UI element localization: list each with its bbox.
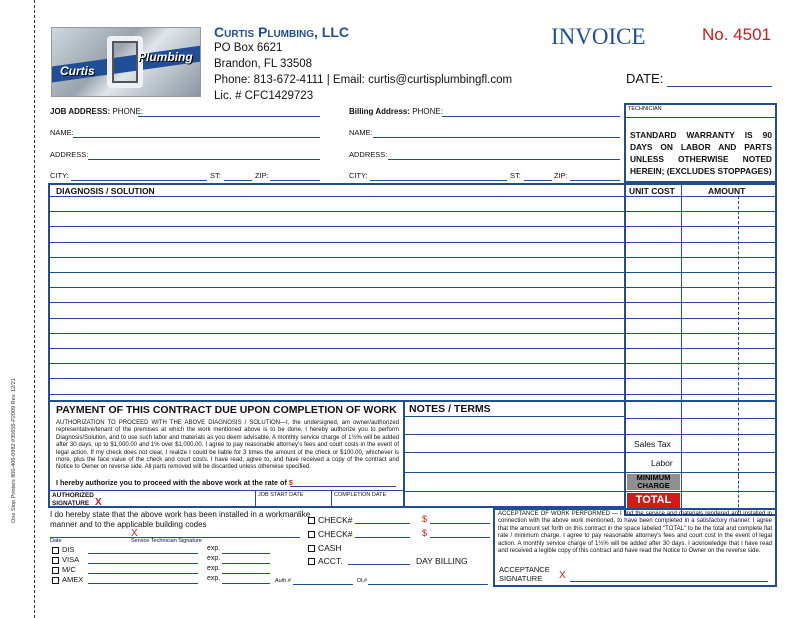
diagnosis-row[interactable] [50,303,622,316]
job-address-label: JOB ADDRESS: PHONE: [50,107,144,116]
diagnosis-row[interactable] [50,364,622,377]
acct-option[interactable]: ACCT. [308,556,343,566]
diagnosis-row[interactable] [50,334,622,347]
card-label: DIS [62,545,75,554]
billing-address-label: Billing Address: PHONE: [349,107,443,116]
payment-title: PAYMENT OF THIS CONTRACT DUE UPON COMPLETION OF WORK [56,404,397,416]
card-number-field[interactable] [88,563,198,564]
card-exp-label: exp. [207,575,221,582]
technician-label: TECHNICIAN [628,106,662,112]
check2-dollar: $ [422,528,428,538]
diagnosis-row[interactable] [50,212,622,225]
job-city-field[interactable] [71,180,207,181]
card-label: VISA [62,555,80,564]
sales-tax-label: Sales Tax [634,439,671,449]
unit-cost-header: UNIT COST [629,186,675,196]
card-label: M/C [62,565,76,574]
minimum-charge-label: MINIMUM CHARGE [627,474,680,490]
job-st-label: ST: [210,171,221,180]
diagnosis-row[interactable] [50,288,622,301]
amount-header: AMOUNT [708,186,746,196]
card-exp-field[interactable] [222,573,270,574]
dl-label: DL# [357,578,368,584]
date-sub-label: Date [50,538,62,544]
job-zip-field[interactable] [270,180,320,181]
card-exp-field[interactable] [222,583,270,584]
job-name-field[interactable] [73,137,320,138]
diagnosis-header: DIAGNOSIS / SOLUTION [56,186,155,196]
acceptance-text: ACCEPTANCE OF WORK PERFORMED — I find the service and materials rendered and installed in connection with the above work mentioned, to have been completed in a satisfactory manner. I agree that the amount set forth on this contract in the space labeled "TOTAL" to be the total and complete flat rate / minimum charge. I agree to pay reasonable attorney's fees and court cost in the event of legal action. A monthly service charge of 1½% will be added after 30 days. I acknowledge that I have read and received a legible copy of this contract and have read the Notice to Owner on the reverse side. [498,511,772,555]
warranty-text: STANDARD WARRANTY IS 90 DAYS ON LABOR AND PARTS UNLESS OTHERWISE NOTED HEREIN; (EXCLUDES STOPPAGES) [630,130,772,176]
acceptance-signature-label: ACCEPTANCE SIGNATURE [499,565,550,583]
authorized-signature-field[interactable] [105,498,253,508]
check1-amount-field[interactable] [430,523,490,524]
company-address-2: Brandon, FL 33508 [214,58,313,70]
authorization-text: AUTHORIZATION TO PROCEED WITH THE ABOVE DIAGNOSIS / SOLUTION—I, the undersigned, am owner/authorized representative/tenant of the premises at which the work mentioned above is to be done. I hereby authorize you to perform Diagnosis/Solution, and to use such labor and materials as you deem advisable. A monthly service charge of 1½% will be added after 30 days, up to $1,000.00 and 1% over $1,000.00. I agree to pay reasonable attorney's fees and court costs in the event of legal action. If my check does not clear, I realize I could be liable for 3 times the amount of the check or $100.00, whichever is more, plus the face value of the check and court costs. I have read, agree to, and have received a copy of the contract and Notice to Owner on reverse side. All parts removed will be discarded unless otherwise specified. [56,420,399,471]
authorized-signature-x: X [95,497,102,508]
check2-option[interactable]: CHECK# [308,529,352,539]
diagnosis-row[interactable] [50,273,622,286]
job-st-field[interactable] [224,180,252,181]
acceptance-signature-x: X [559,570,566,581]
card-label: AMEX [62,575,84,584]
dl-field[interactable] [368,584,488,585]
job-zip-label: ZIP: [255,171,269,180]
auth-field[interactable] [293,584,353,585]
card-checkbox[interactable] [52,577,59,584]
diagnosis-row-line [49,394,776,395]
cash-option[interactable]: CASH [308,543,342,553]
card-number-field[interactable] [88,573,198,574]
job-address-field-label: ADDRESS: [50,150,89,159]
completion-date-label: COMPLETION DATE [334,492,387,498]
company-name: Curtis Plumbing, LLC [214,24,349,40]
check2-amount-field[interactable] [430,537,490,538]
check1-dollar: $ [422,514,428,524]
company-logo: Curtis Plumbing [51,27,201,97]
perforation-line [34,0,35,618]
billing-zip-field[interactable] [570,180,620,181]
company-phone-email: Phone: 813-672-4111 | Email: curtis@curtisplumbingfl.com [214,74,513,86]
acceptance-signature-field[interactable] [570,581,768,582]
diagnosis-row[interactable] [50,349,622,362]
day-billing-label: DAY BILLING [416,556,468,566]
notes-header: NOTES / TERMS [409,403,491,415]
billing-phone-field[interactable] [442,116,620,117]
diagnosis-row[interactable] [50,227,622,240]
billing-st-field[interactable] [524,180,552,181]
card-checkbox[interactable] [52,547,59,554]
card-checkbox[interactable] [52,567,59,574]
card-option-dis[interactable] [52,545,75,554]
job-phone-field[interactable] [138,116,320,117]
company-address-1: PO Box 6621 [214,42,283,54]
card-option-amex[interactable] [52,575,83,584]
diagnosis-row[interactable] [50,379,622,392]
rate-field[interactable] [290,486,396,487]
billing-name-label: NAME: [349,128,373,137]
date-label: DATE: [626,71,664,86]
card-exp-field[interactable] [222,553,270,554]
acct-field[interactable] [348,564,410,565]
company-license: Lic. # CFC1429723 [214,90,314,102]
total-label: TOTAL [627,493,680,508]
billing-city-label: CITY: [349,171,368,180]
invoice-number: No. 4501 [702,25,771,44]
card-number-field[interactable] [88,583,198,584]
invoice-title: INVOICE [551,24,646,49]
card-checkbox[interactable] [52,557,59,564]
job-start-date-label: JOB START DATE [258,492,304,498]
card-number-field[interactable] [88,553,198,554]
job-address-field[interactable] [88,159,320,160]
job-name-label: NAME: [50,128,74,137]
diagnosis-row[interactable] [50,258,622,271]
card-exp-label: exp. [207,555,221,562]
billing-city-field[interactable] [370,180,507,181]
card-exp-label: exp. [207,565,221,572]
authorized-signature-label: AUTHORIZED SIGNATURE [52,492,94,507]
check2-number-field[interactable] [355,537,410,538]
card-exp-field[interactable] [222,563,270,564]
job-city-label: CITY: [50,171,69,180]
printer-note: One Stop Printers 800-406-0982 #35656-P2009 Rev. 12/21 [11,378,17,523]
installed-statement: I do hereby state that the above work has been installed in a workmanlike manner and to the applicable building codes [50,510,311,529]
card-option-visa[interactable] [52,555,79,564]
billing-zip-label: ZIP: [554,171,568,180]
check1-option[interactable]: CHECK# [308,515,352,525]
tech-signature-x: X [131,528,138,539]
billing-address-field-label: ADDRESS: [349,150,388,159]
tech-signature-label: Service Technician Signature [131,538,202,544]
date-field[interactable] [667,86,772,87]
auth-label: Auth.# [275,578,291,584]
diagnosis-row[interactable] [50,197,622,210]
diagnosis-row[interactable] [50,319,622,332]
check1-number-field[interactable] [355,523,410,524]
rate-text: I hereby authorize you to proceed with the above work at the rate of $ [56,478,293,487]
card-option-mc[interactable] [52,565,76,574]
billing-name-field[interactable] [373,137,620,138]
diagnosis-row[interactable] [50,243,622,256]
labor-label: Labor [651,458,673,468]
billing-st-label: ST: [510,171,521,180]
card-exp-label: exp. [207,545,221,552]
billing-address-field[interactable] [388,159,620,160]
